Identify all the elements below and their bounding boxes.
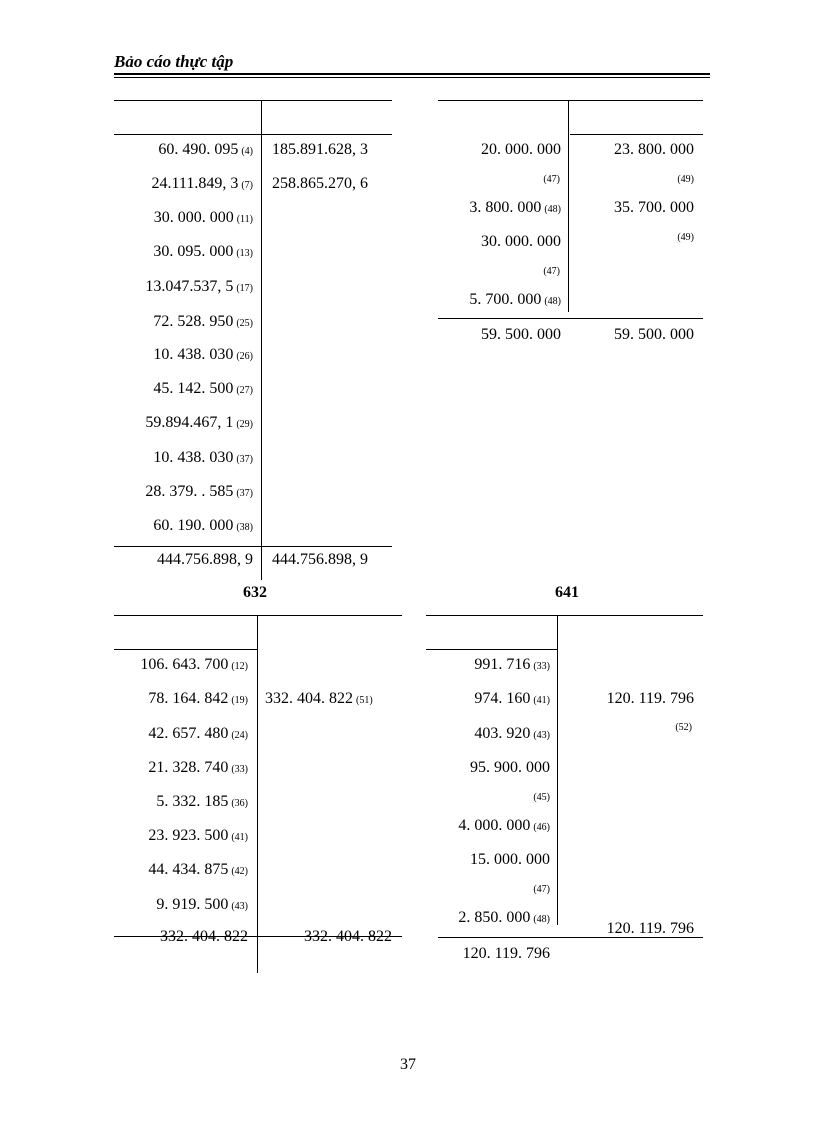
debit-entry: 10. 438. 030 (37) — [153, 449, 253, 466]
t-account-top-rule — [438, 100, 703, 101]
credit-ref: (49) — [677, 232, 694, 243]
debit-total: 120. 119. 796 — [462, 945, 550, 962]
debit-amount: 20. 000. 000 — [481, 141, 561, 158]
t-account-header-rule — [570, 134, 703, 135]
t-account-top-rule — [426, 615, 703, 616]
debit-entry: 403. 920 (43) — [474, 725, 550, 742]
t-account-header-rule — [114, 649, 258, 650]
credit-total: 332. 404. 822 — [304, 928, 392, 945]
debit-entry: 13.047.537, 5 (17) — [145, 278, 253, 295]
debit-entry: 23. 923. 500 (41) — [148, 827, 248, 844]
debit-ref: (45) — [533, 792, 550, 803]
credit-entry: 258.865.270, 6 — [272, 175, 368, 192]
debit-entry: 30. 095. 000 (13) — [153, 243, 253, 260]
debit-entry: 24.111.849, 3 (7) — [151, 175, 253, 192]
debit-total: 332. 404. 822 — [160, 928, 248, 945]
credit-entry: 332. 404. 822 (51) — [265, 690, 373, 707]
debit-entry: 60. 490. 095 (4) — [158, 141, 253, 158]
account-title: 632 — [243, 584, 267, 601]
debit-entry: 28. 379. . 585 (37) — [145, 483, 253, 500]
debit-entry: 21. 328. 740 (33) — [148, 759, 248, 776]
debit-ref: (47) — [543, 174, 560, 185]
t-account-divider — [557, 615, 558, 925]
t-account-header-rule — [426, 649, 558, 650]
debit-entry: 42. 657. 480 (24) — [148, 725, 248, 742]
credit-total: 59. 500. 000 — [614, 326, 694, 343]
debit-ref: (47) — [533, 884, 550, 895]
t-account-divider — [568, 100, 569, 312]
t-account-divider — [261, 100, 262, 580]
credit-amount: 120. 119. 796 — [606, 690, 694, 707]
debit-entry: 72. 528. 950 (25) — [153, 313, 253, 330]
t-account-total-rule — [114, 546, 392, 547]
credit-ref: (49) — [677, 174, 694, 185]
debit-entry: 991. 716 (33) — [474, 656, 550, 673]
header-rule-thin — [114, 77, 710, 78]
debit-entry: 5. 700. 000 (48) — [469, 291, 561, 308]
t-account-divider — [257, 615, 258, 973]
debit-ref: (47) — [543, 266, 560, 277]
t-account-top-rule — [114, 100, 392, 101]
debit-total: 444.756.898, 9 — [157, 551, 253, 568]
t-account-header-rule — [114, 134, 392, 135]
debit-entry: 2. 850. 000 (48) — [458, 909, 550, 926]
debit-entry: 974. 160 (41) — [474, 690, 550, 707]
t-account-total-rule — [438, 318, 703, 319]
credit-amount: 35. 700. 000 — [614, 199, 694, 216]
debit-amount: 95. 900. 000 — [470, 759, 550, 776]
credit-total: 120. 119. 796 — [606, 920, 694, 937]
t-account-top-rule — [114, 615, 402, 616]
account-title: 641 — [555, 584, 579, 601]
credit-total: 444.756.898, 9 — [272, 551, 368, 568]
debit-entry: 45. 142. 500 (27) — [153, 380, 253, 397]
credit-ref: (52) — [675, 722, 692, 733]
debit-total: 59. 500. 000 — [481, 326, 561, 343]
debit-entry: 78. 164. 842 (19) — [148, 690, 248, 707]
report-header-title: Bảo cáo thực tập — [114, 52, 234, 71]
debit-entry: 10. 438. 030 (26) — [153, 346, 253, 363]
debit-entry: 44. 434. 875 (42) — [148, 861, 248, 878]
debit-entry: 30. 000. 000 (11) — [153, 209, 253, 226]
credit-entry: 185.891.628, 3 — [272, 141, 368, 158]
debit-entry: 5. 332. 185 (36) — [156, 793, 248, 810]
debit-entry: 59.894.467, 1 (29) — [145, 414, 253, 431]
credit-amount: 23. 800. 000 — [614, 141, 694, 158]
debit-entry: 60. 190. 000 (38) — [153, 517, 253, 534]
debit-entry: 9. 919. 500 (43) — [156, 896, 248, 913]
debit-entry: 3. 800. 000 (48) — [469, 199, 561, 216]
debit-entry: 4. 000. 000 (46) — [458, 817, 550, 834]
header-rule-thick — [114, 73, 710, 75]
debit-amount: 30. 000. 000 — [481, 233, 561, 250]
debit-entry: 106. 643. 700 (12) — [140, 656, 248, 673]
page-number: 37 — [400, 1056, 416, 1073]
debit-amount: 15. 000. 000 — [470, 851, 550, 868]
